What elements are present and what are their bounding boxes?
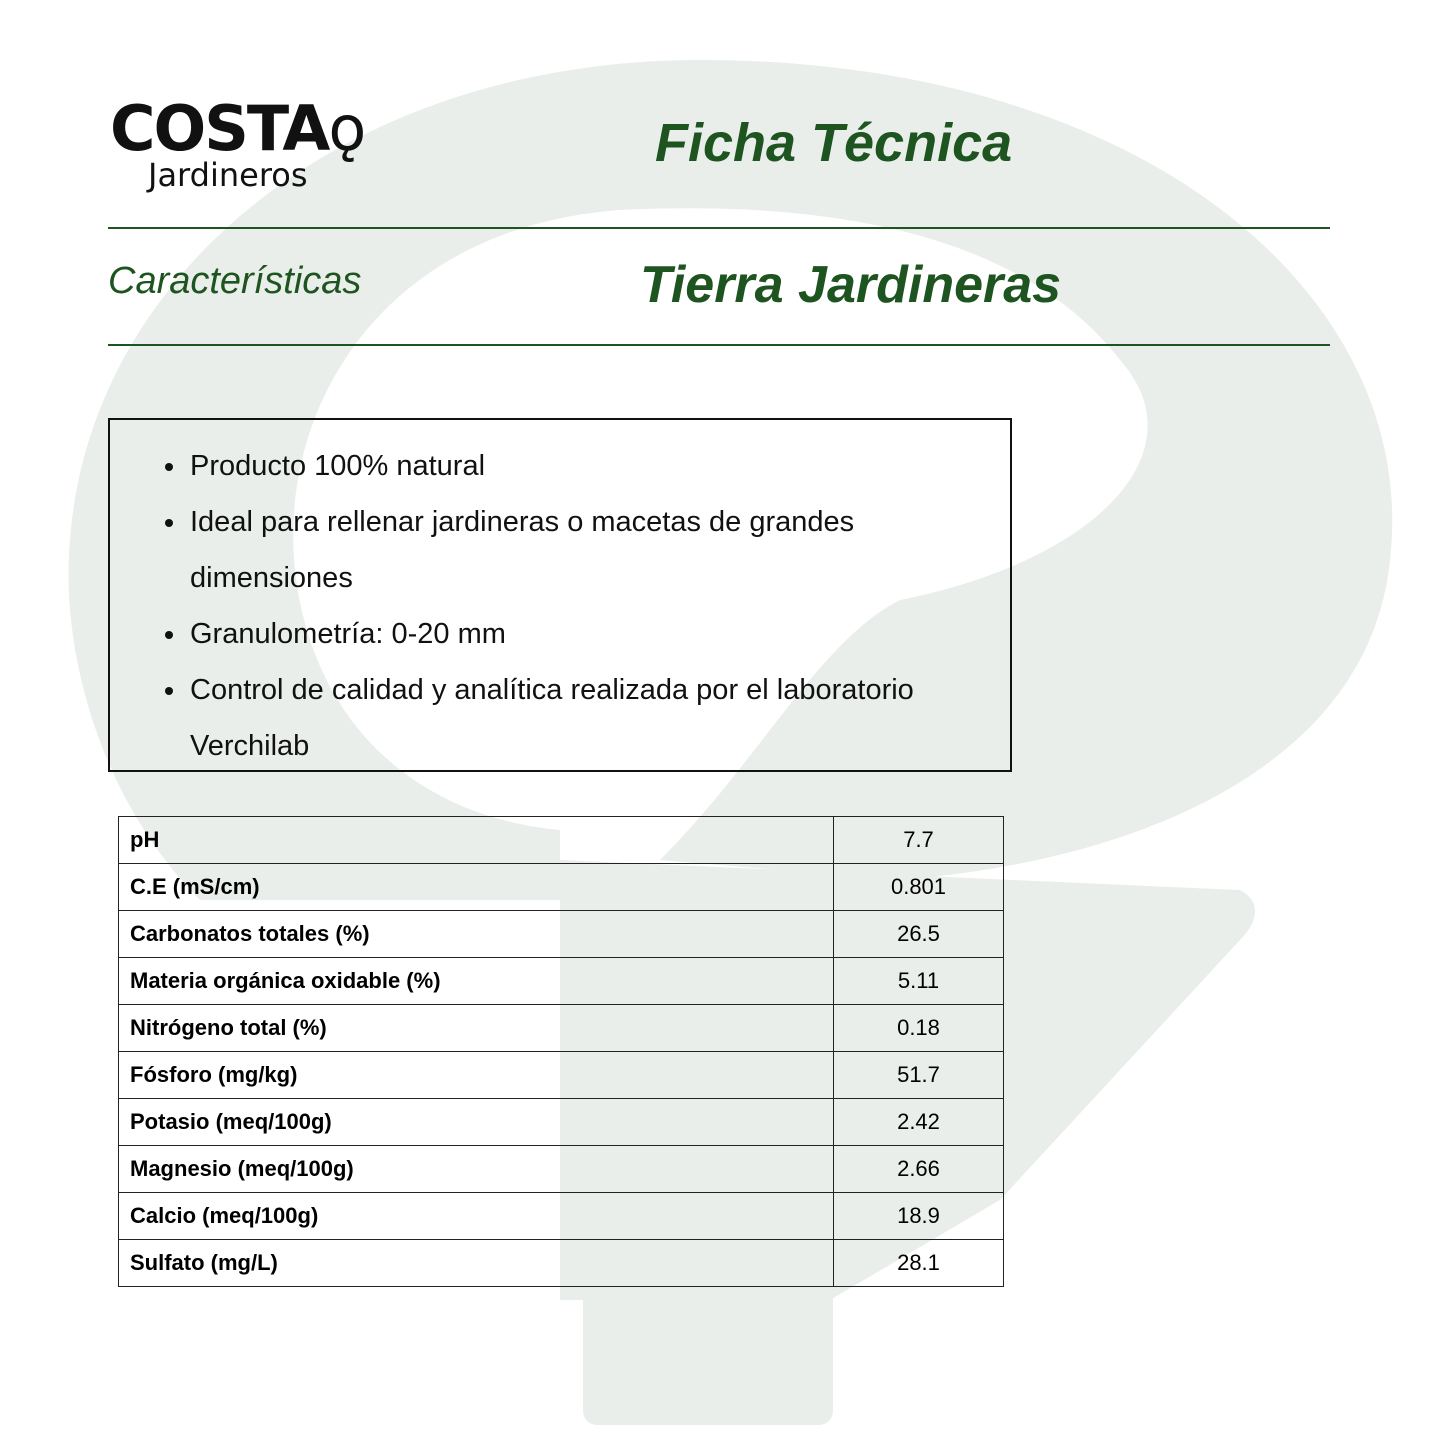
table-row bbox=[119, 1240, 1004, 1287]
section-label: Características bbox=[108, 260, 362, 302]
parameter-name: Magnesio (meq/100g) bbox=[119, 1146, 834, 1193]
divider bbox=[108, 227, 1330, 229]
parameter-name: Potasio (meq/100g) bbox=[119, 1099, 834, 1146]
table-row bbox=[119, 958, 1004, 1005]
feature-item: • Control de calidad y analítica realizada por el laboratorio Verchilab bbox=[188, 662, 1010, 774]
parameter-name: Carbonatos totales (%) bbox=[119, 911, 834, 958]
parameter-name: Sulfato (mg/L) bbox=[119, 1240, 834, 1287]
product-name: Tierra Jardineras bbox=[640, 256, 1062, 314]
page-title: Ficha Técnica bbox=[655, 113, 1013, 173]
feature-item: • Granulometría: 0-20 mm bbox=[188, 606, 1010, 662]
parameter-value: 28.1 bbox=[834, 1240, 1004, 1287]
logo-subtitle: Jardineros bbox=[148, 156, 308, 194]
features-box bbox=[108, 418, 1012, 772]
feature-item: • Ideal para rellenar jardineras o macetas de grandes dimensiones bbox=[188, 494, 1010, 606]
table-row bbox=[119, 1193, 1004, 1240]
divider bbox=[108, 344, 1330, 346]
analysis-table bbox=[118, 816, 1004, 1287]
parameter-name: Fósforo (mg/kg) bbox=[119, 1052, 834, 1099]
parameter-value: 2.66 bbox=[834, 1146, 1004, 1193]
feature-item: • Producto 100% natural bbox=[188, 438, 1010, 494]
parameter-name: Nitrógeno total (%) bbox=[119, 1005, 834, 1052]
table-row bbox=[119, 1005, 1004, 1052]
parameter-value: 0.801 bbox=[834, 864, 1004, 911]
leaf-icon: ǫ bbox=[328, 92, 365, 165]
parameter-value: 2.42 bbox=[834, 1099, 1004, 1146]
parameter-name: Calcio (meq/100g) bbox=[119, 1193, 834, 1240]
parameter-value: 0.18 bbox=[834, 1005, 1004, 1052]
parameter-value: 26.5 bbox=[834, 911, 1004, 958]
table-row bbox=[119, 1146, 1004, 1193]
parameter-name: Materia orgánica oxidable (%) bbox=[119, 958, 834, 1005]
parameter-value: 51.7 bbox=[834, 1052, 1004, 1099]
parameter-value: 5.11 bbox=[834, 958, 1004, 1005]
parameter-name: pH bbox=[119, 817, 834, 864]
table-row bbox=[119, 911, 1004, 958]
table-row bbox=[119, 1099, 1004, 1146]
parameter-value: 7.7 bbox=[834, 817, 1004, 864]
logo-brand: COSTAǫ bbox=[110, 92, 365, 165]
table-row bbox=[119, 864, 1004, 911]
parameter-name: C.E (mS/cm) bbox=[119, 864, 834, 911]
table-row bbox=[119, 1052, 1004, 1099]
parameter-value: 18.9 bbox=[834, 1193, 1004, 1240]
table-row bbox=[119, 817, 1004, 864]
